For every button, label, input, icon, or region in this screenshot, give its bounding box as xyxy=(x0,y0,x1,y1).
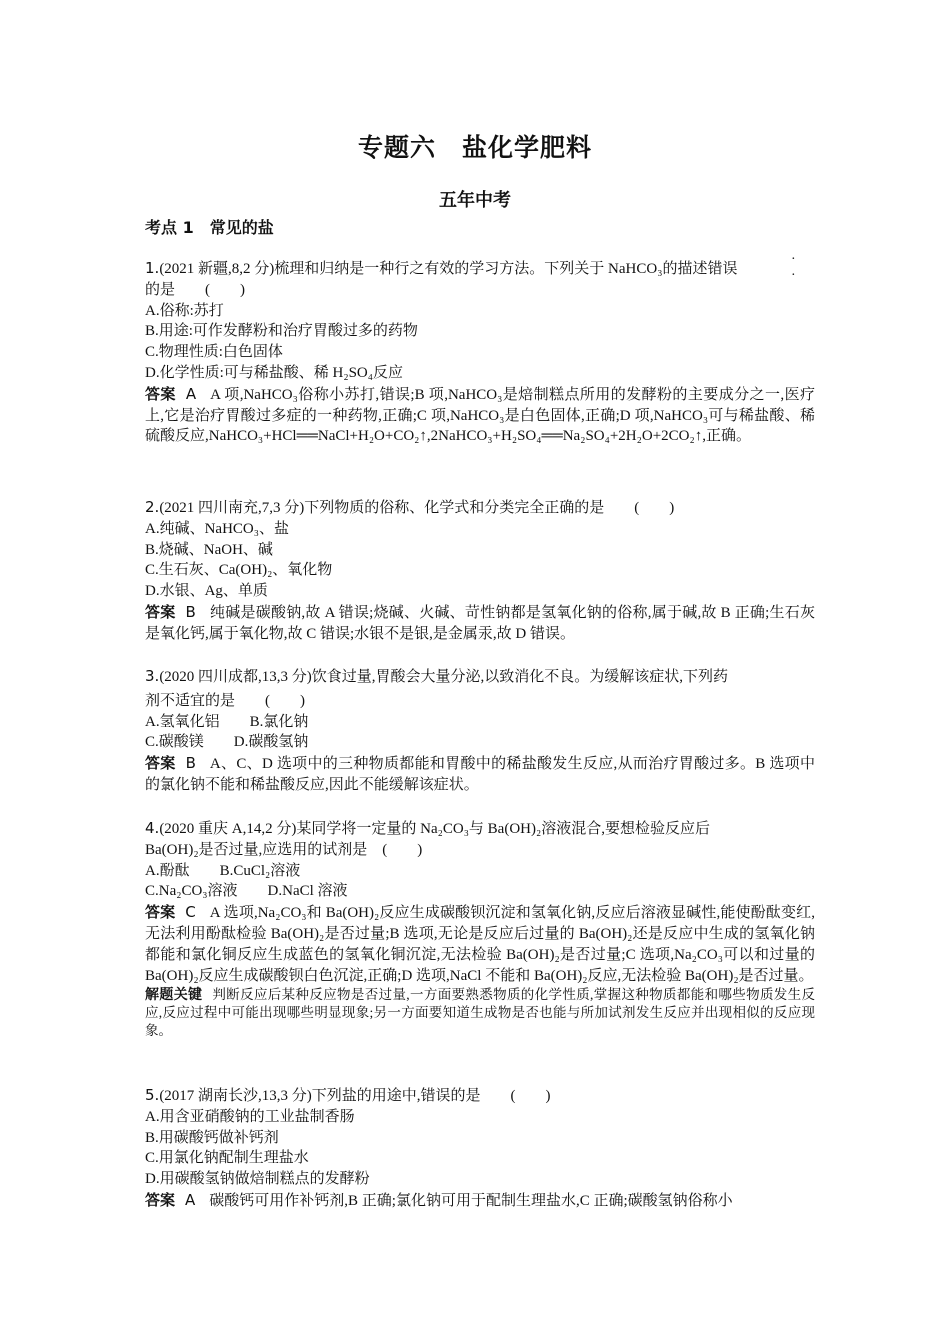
answer-label: 答案 xyxy=(145,754,176,773)
option-b: B.烧碱、NaOH、碱 xyxy=(145,541,273,558)
question-5 xyxy=(145,1085,815,1212)
question-number: 5. xyxy=(145,1086,160,1104)
answer-explanation: A 项,NaHCO₃俗称小苏打,错误;B 项,NaHCO₃是焙制糕点所用的发酵粉的主要成分之一,医疗上,它是治疗胃酸过多症的一种药物,正确;C 项,NaHCO₃是白色固体,正确;D 项,NaHCO₃可与稀盐酸、稀硫酸反应,NaHCO₃+HCl══NaCl+H₂O+CO₂↑,2NaHCO₃+H₂SO₄══Na₂SO₄+2H₂O+2CO₂↑,正确。 xyxy=(145,386,815,445)
question-number: 2. xyxy=(145,498,160,516)
answer-letter: A xyxy=(185,384,197,403)
option-c: C.物理性质:白色固体 xyxy=(145,344,283,361)
question-2 xyxy=(145,497,815,645)
question-number: 3. xyxy=(145,667,160,685)
question-1 xyxy=(145,258,815,447)
answer-label: 答案 xyxy=(145,384,176,403)
answer-letter: B xyxy=(185,602,196,621)
answer-letter: C xyxy=(185,903,196,922)
answer-explanation: A、C、D 选项中的三种物质都能和胃酸中的稀盐酸发生反应,从而治疗胃酸过多。B 选项中的氯化钠不能和稀盐酸反应,因此不能缓解该症状。 xyxy=(145,756,815,793)
question-3 xyxy=(145,666,815,796)
question-stem: (2021 四川南充,7,3 分)下列物质的俗称、化学式和分类完全正确的是 ( ) xyxy=(159,500,675,516)
key-point-text: 判断反应后某种反应物是否过量,一方面要熟悉物质的化学性质,掌握这种物质都能和哪些物质发生反应,反应过程中可能出现哪些明显现象;另一方面要知道生成物是否也能与所加试剂发生反应并出现相似的反应现象。 xyxy=(145,987,816,1039)
answer-label: 答案 xyxy=(145,602,176,621)
question-stem-cont: 剂不适宜的是 ( ) xyxy=(145,692,305,709)
page-title: 专题六 盐化学肥料 xyxy=(357,133,592,162)
options-cd: C.碳酸镁 D.碳酸氢钠 xyxy=(145,734,309,751)
question-stem: (2021 新疆,8,2 分)梳理和归纳是一种行之有效的学习方法。下列关于 NaHCO₃的描述错误 xyxy=(159,261,738,277)
option-a: A.纯碱、NaHCO₃、盐 xyxy=(145,520,289,537)
question-stem-cont: Ba(OH)₂是否过量,应选用的试剂是 ( ) xyxy=(145,841,423,858)
question-stem: (2020 四川成都,13,3 分)饮食过量,胃酸会大量分泌,以致消化不良。为缓解该症状,下列药 xyxy=(159,669,729,685)
option-a: A.俗称:苏打 xyxy=(145,302,224,319)
option-c: C.用氯化钠配制生理盐水 xyxy=(145,1150,309,1167)
answer-label: 答案 xyxy=(145,1190,176,1209)
question-stem-cont: 的是 ( ) xyxy=(145,281,245,298)
options-cd: C.Na₂CO₃溶液 D.NaCl 溶液 xyxy=(145,883,348,900)
option-c: C.生石灰、Ca(OH)₂、氧化物 xyxy=(145,562,333,579)
options-ab: A.氢氧化铝 B.氯化钠 xyxy=(145,713,309,730)
page-subtitle: 五年中考 xyxy=(439,190,511,211)
key-point-label: 解题关键 xyxy=(145,987,203,1004)
option-b: B.用碳酸钙做补钙剂 xyxy=(145,1129,279,1146)
option-d: D.化学性质:可与稀盐酸、稀 H₂SO₄反应 xyxy=(145,364,403,381)
question-number: 1. xyxy=(145,259,160,277)
option-d: D.用碳酸氢钠做焙制糕点的发酵粉 xyxy=(145,1171,370,1188)
question-4 xyxy=(145,818,815,1040)
answer-explanation: 纯碱是碳酸钠,故 A 错误;烧碱、火碱、苛性钠都是氢氧化钠的俗称,属于碱,故 B 正确;生石灰是氧化钙,属于氧化物,故 C 错误;水银不是银,是金属汞,故 D 错误。 xyxy=(145,604,815,642)
answer-explanation: 碳酸钙可用作补钙剂,B 正确;氯化钠可用于配制生理盐水,C 正确;碳酸氢钠俗称小 xyxy=(209,1192,733,1209)
answer-label: 答案 xyxy=(145,903,176,922)
answer-letter: B xyxy=(185,754,196,773)
options-ab: A.酚酞 B.CuCl₂溶液 xyxy=(145,862,301,879)
question-number: 4. xyxy=(145,819,160,837)
answer-explanation: A 选项,Na₂CO₃和 Ba(OH)₂反应生成碳酸钡沉淀和氢氧化钠,反应后溶液显碱性,能使酚酞变红,无法利用酚酞检验 Ba(OH)₂是否过量;B 选项,无论是反应后过量的 Ba(OH)₂还是反应中生成的氢氧化钠都能和氯化铜反应生成蓝色的氢氧化铜沉淀,无法检验 Ba(OH)₂是否过量;C 选项,Na₂CO₃可以和过量的 Ba(OH)₂反应生成碳酸钡白色沉淀,正确;D 选项,NaCl 不能和 Ba(OH)₂反应,无法检验 Ba(OH)₂是否过量。 xyxy=(145,905,815,984)
section-heading: 考点 1 常见的盐 xyxy=(145,218,274,237)
answer-letter: A xyxy=(185,1190,196,1209)
question-stem: (2020 重庆 A,14,2 分)某同学将一定量的 Na₂CO₃与 Ba(OH)₂溶液混合,要想检验反应后 xyxy=(159,821,710,837)
option-b: B.用途:可作发酵粉和治疗胃酸过多的药物 xyxy=(145,323,418,340)
question-stem: (2017 湖南长沙,13,3 分)下列盐的用途中,错误的是 ( ) xyxy=(159,1088,551,1104)
emphasis-dots: · · xyxy=(791,252,801,283)
option-d: D.水银、Ag、单质 xyxy=(145,583,268,600)
option-a: A.用含亚硝酸钠的工业盐制香肠 xyxy=(145,1108,355,1125)
